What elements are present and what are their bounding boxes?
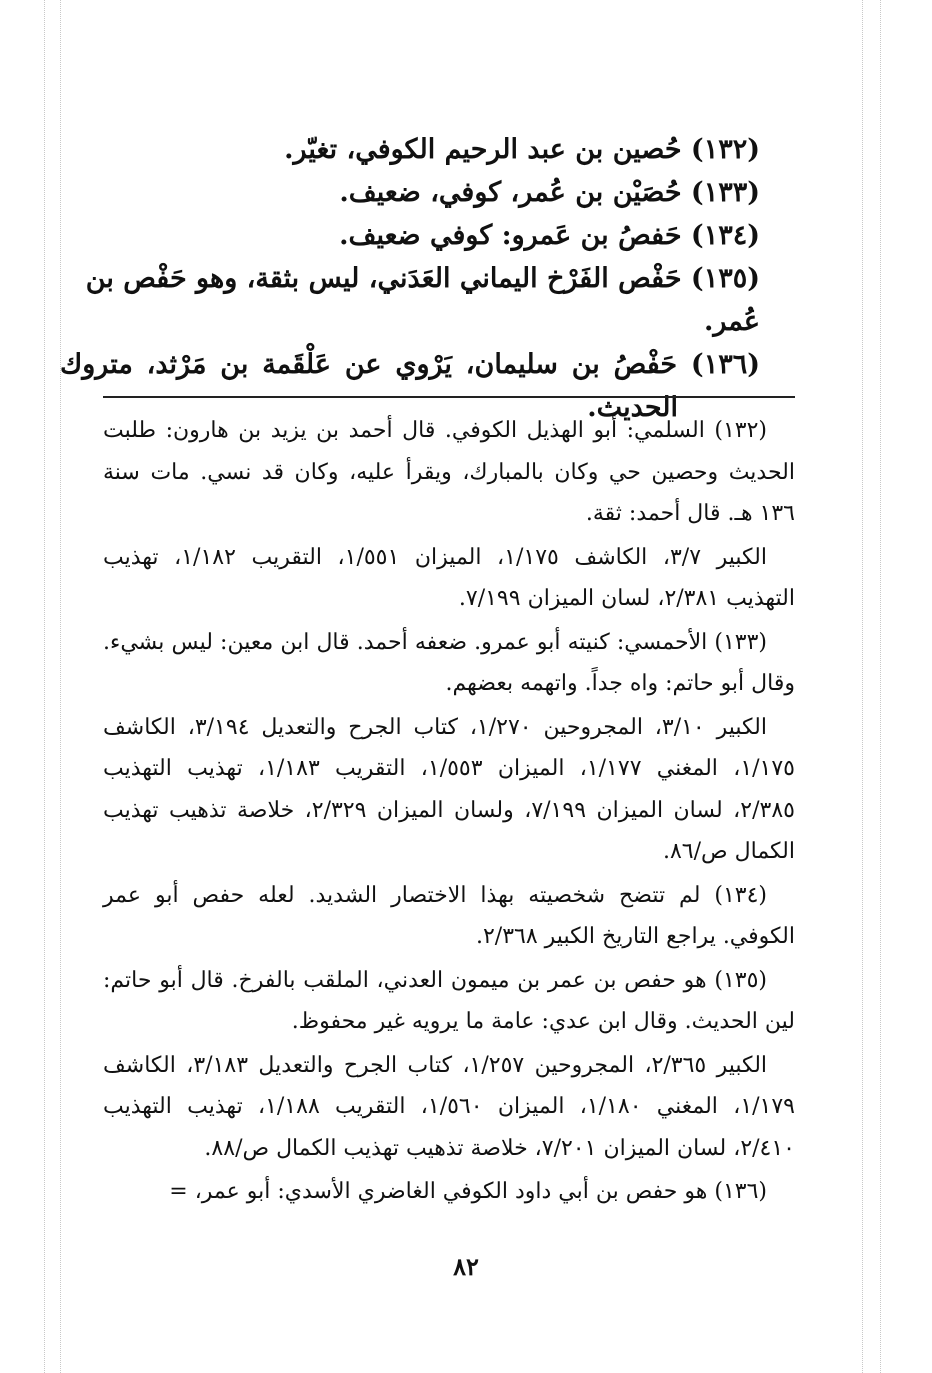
entry-136-continuation: الحديث. — [587, 392, 678, 423]
entry-133: (١٣٣) حُصَيْن بن عُمر، كوفي، ضعيف. — [339, 177, 760, 208]
footnote-separator — [103, 396, 795, 398]
footnotes — [103, 410, 795, 1215]
main-entries — [60, 128, 760, 429]
footnote-135: (١٣٥) هو حفص بن عمر بن ميمون العدني، الملقب بالفرخ. قال أبو حاتم: لين الحديث. وقال ابن عدي: عامة ما يرويه غير محفوظ. — [103, 967, 795, 1034]
footnote-133: (١٣٣) الأحمسي: كنيته أبو عمرو. ضعفه أحمد. قال ابن معين: ليس بشيء. وقال أبو حاتم: واه جداً. واتهمه بعضهم. — [103, 629, 795, 696]
footnote-133-refs: الكبير ٣/١٠، المجروحين ١/٢٧٠، كتاب الجرح والتعديل ٣/١٩٤، الكاشف ١/١٧٥، المغني ١/١٧٧، الميزان ١/٥٥٣، التقريب ١/١٨٣، تهذيب التهذيب ٢/٣٨٥، لسان الميزان ٧/١٩٩، ولسان الميزان ٢/٣٢٩، خلاصة تذهيب تهذيب الكمال ص/٨٦. — [103, 714, 795, 864]
margin-dots-right-inner — [862, 0, 863, 1373]
entry-132: (١٣٢) حُصين بن عبد الرحيم الكوفي، تغيّر. — [284, 134, 760, 165]
entry-135: (١٣٥) حَفْص الفَرْخ اليماني العَدَني، ليس بثقة، وهو حَفْص بن عُمر. — [85, 263, 760, 337]
footnote-132-refs: الكبير ٣/٧، الكاشف ١/١٧٥، الميزان ١/٥٥١، التقريب ١/١٨٢، تهذيب التهذيب ٢/٣٨١، لسان الميزان ٧/١٩٩. — [103, 544, 795, 611]
entry-136: (١٣٦) حَفْصُ بن سليمان، يَرْوي عن عَلْقَمة بن مَرْثد، متروك — [60, 349, 760, 380]
footnote-132: (١٣٢) السلمي: أبو الهذيل الكوفي. قال أحمد بن يزيد بن هارون: طلبت الحديث وحصين حي وكان بالمبارك، ويقرأ عليه، وكان قد نسي. مات سنة ١٣٦ هـ. قال أحمد: ثقة. — [103, 418, 795, 526]
footnote-135-refs: الكبير ٢/٣٦٥، المجروحين ١/٢٥٧، كتاب الجرح والتعديل ٣/١٨٣، الكاشف ١/١٧٩، المغني ١/١٨٠، الميزان ١/٥٦٠، التقريب ١/١٨٨، تهذيب التهذيب ٢/٤١٠، لسان الميزان ٧/٢٠١، خلاصة تذهيب تهذيب الكمال ص/٨٨. — [103, 1052, 795, 1161]
footnote-134: (١٣٤) لم تتضح شخصيته بهذا الاختصار الشديد. لعله حفص أبو عمر الكوفي. يراجع التاريخ الكبير ٢/٣٦٨. — [103, 882, 795, 949]
page-number: ٨٢ — [453, 1252, 479, 1281]
margin-dots-left-outer — [44, 0, 45, 1373]
footnote-136: (١٣٦) هو حفص بن أبي داود الكوفي الغاضري الأسدي: أبو عمر، = — [169, 1179, 767, 1204]
margin-dots-left-inner — [60, 0, 61, 1373]
entry-134: (١٣٤) حَفصُ بن عَمرو: كوفي ضعيف. — [339, 220, 760, 251]
margin-dots-right-outer — [880, 0, 881, 1373]
